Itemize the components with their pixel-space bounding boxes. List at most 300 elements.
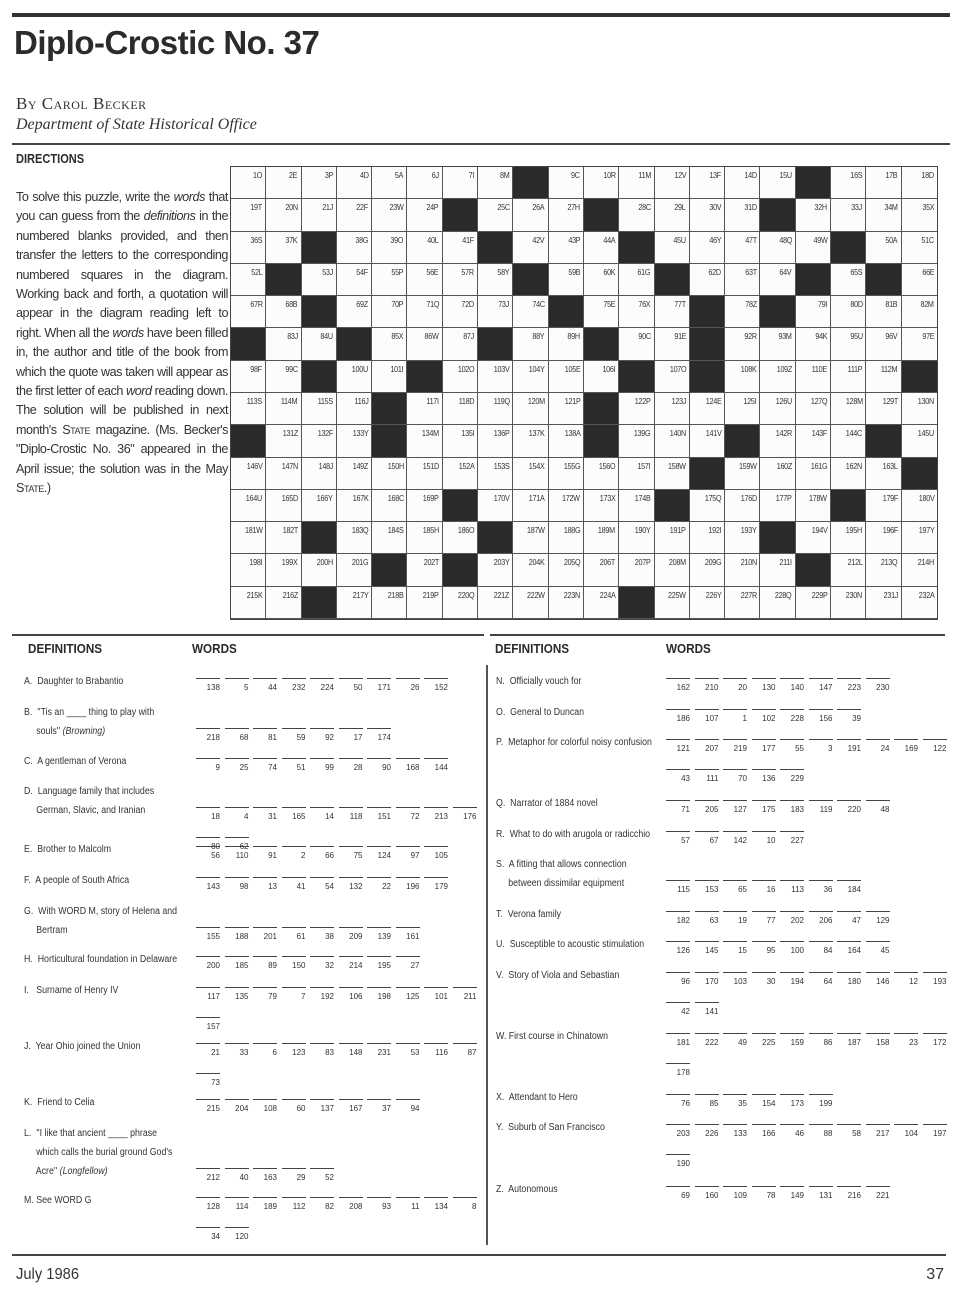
word-blank-83[interactable]: 83 bbox=[310, 1043, 334, 1062]
grid-cell-229P[interactable] bbox=[796, 587, 831, 619]
grid-cell-115S[interactable] bbox=[302, 393, 337, 425]
grid-cell-82M[interactable] bbox=[902, 296, 937, 328]
word-blank-28[interactable]: 28 bbox=[339, 758, 363, 777]
word-blank-204[interactable]: 204 bbox=[225, 1099, 249, 1118]
grid-cell-43P[interactable] bbox=[549, 232, 584, 264]
grid-cell-213Q[interactable] bbox=[866, 554, 901, 586]
grid-cell-187W[interactable] bbox=[513, 522, 548, 554]
word-blank-18[interactable]: 18 bbox=[196, 807, 220, 826]
word-blank-201[interactable]: 201 bbox=[253, 927, 277, 946]
grid-cell-161G[interactable] bbox=[796, 458, 831, 490]
grid-cell-119Q[interactable] bbox=[478, 393, 513, 425]
word-blank-157[interactable]: 157 bbox=[196, 1017, 220, 1036]
word-blank-169[interactable]: 169 bbox=[894, 739, 918, 758]
word-blank-43[interactable]: 43 bbox=[666, 769, 690, 788]
grid-cell-164U[interactable] bbox=[231, 490, 266, 522]
word-blank-27[interactable]: 27 bbox=[396, 956, 420, 975]
word-blank-211[interactable]: 211 bbox=[453, 987, 477, 1006]
grid-cell-168C[interactable] bbox=[372, 490, 407, 522]
word-blank-108[interactable]: 108 bbox=[253, 1099, 277, 1118]
word-blank-230[interactable]: 230 bbox=[866, 678, 890, 697]
grid-cell-103V[interactable] bbox=[478, 361, 513, 393]
word-blank-206[interactable]: 206 bbox=[809, 911, 833, 930]
grid-cell-111P[interactable] bbox=[831, 361, 866, 393]
grid-cell-51C[interactable] bbox=[902, 232, 937, 264]
grid-cell-105E[interactable] bbox=[549, 361, 584, 393]
grid-cell-191P[interactable] bbox=[655, 522, 690, 554]
grid-cell-221Z[interactable] bbox=[478, 587, 513, 619]
grid-cell-27H[interactable] bbox=[549, 199, 584, 231]
grid-cell-110E[interactable] bbox=[796, 361, 831, 393]
grid-cell-145U[interactable] bbox=[902, 425, 937, 457]
grid-cell-200H[interactable] bbox=[302, 554, 337, 586]
word-blank-90[interactable]: 90 bbox=[367, 758, 391, 777]
grid-cell-142R[interactable] bbox=[760, 425, 795, 457]
grid-cell-179F[interactable] bbox=[866, 490, 901, 522]
grid-cell-199X[interactable] bbox=[266, 554, 301, 586]
grid-cell-163L[interactable] bbox=[866, 458, 901, 490]
grid-cell-207P[interactable] bbox=[619, 554, 654, 586]
grid-cell-224A[interactable] bbox=[584, 587, 619, 619]
word-blank-151[interactable]: 151 bbox=[367, 807, 391, 826]
grid-cell-108K[interactable] bbox=[725, 361, 760, 393]
grid-cell-31D[interactable] bbox=[725, 199, 760, 231]
grid-cell-184S[interactable] bbox=[372, 522, 407, 554]
word-blank-62[interactable]: 62 bbox=[225, 837, 249, 856]
word-blank-15[interactable]: 15 bbox=[723, 941, 747, 960]
word-blank-115[interactable]: 115 bbox=[666, 880, 690, 899]
grid-cell-29L[interactable] bbox=[655, 199, 690, 231]
grid-cell-6J[interactable] bbox=[407, 167, 442, 199]
word-blank-199[interactable]: 199 bbox=[809, 1094, 833, 1113]
word-blank-76[interactable]: 76 bbox=[666, 1094, 690, 1113]
grid-cell-54F[interactable] bbox=[337, 264, 372, 296]
grid-cell-30V[interactable] bbox=[690, 199, 725, 231]
word-blank-162[interactable]: 162 bbox=[666, 678, 690, 697]
word-blank-39[interactable]: 39 bbox=[837, 709, 861, 728]
grid-cell-79I[interactable] bbox=[796, 296, 831, 328]
word-blank-121[interactable]: 121 bbox=[666, 739, 690, 758]
grid-cell-197Y[interactable] bbox=[902, 522, 937, 554]
word-blank-114[interactable]: 114 bbox=[225, 1197, 249, 1216]
grid-cell-44A[interactable] bbox=[584, 232, 619, 264]
word-blank-34[interactable]: 34 bbox=[196, 1227, 220, 1246]
word-blank-154[interactable]: 154 bbox=[752, 1094, 776, 1113]
word-blank-195[interactable]: 195 bbox=[367, 956, 391, 975]
grid-cell-25C[interactable] bbox=[478, 199, 513, 231]
grid-cell-48Q[interactable] bbox=[760, 232, 795, 264]
word-blank-17[interactable]: 17 bbox=[339, 728, 363, 747]
word-blank-213[interactable]: 213 bbox=[424, 807, 448, 826]
word-blank-98[interactable]: 98 bbox=[225, 877, 249, 896]
grid-cell-155G[interactable] bbox=[549, 458, 584, 490]
grid-cell-96V[interactable] bbox=[866, 328, 901, 360]
word-blank-153[interactable]: 153 bbox=[695, 880, 719, 899]
word-blank-40[interactable]: 40 bbox=[225, 1168, 249, 1187]
grid-cell-90C[interactable] bbox=[619, 328, 654, 360]
grid-cell-193Y[interactable] bbox=[725, 522, 760, 554]
word-blank-180[interactable]: 180 bbox=[837, 972, 861, 991]
word-blank-19[interactable]: 19 bbox=[723, 911, 747, 930]
word-blank-54[interactable]: 54 bbox=[310, 877, 334, 896]
grid-cell-81B[interactable] bbox=[866, 296, 901, 328]
word-blank-198[interactable]: 198 bbox=[367, 987, 391, 1006]
grid-cell-148J[interactable] bbox=[302, 458, 337, 490]
word-blank-104[interactable]: 104 bbox=[894, 1124, 918, 1143]
grid-cell-178W[interactable] bbox=[796, 490, 831, 522]
word-blank-8[interactable]: 8 bbox=[453, 1197, 477, 1216]
word-blank-117[interactable]: 117 bbox=[196, 987, 220, 1006]
word-blank-219[interactable]: 219 bbox=[723, 739, 747, 758]
word-blank-24[interactable]: 24 bbox=[866, 739, 890, 758]
word-blank-226[interactable]: 226 bbox=[695, 1124, 719, 1143]
grid-cell-34M[interactable] bbox=[866, 199, 901, 231]
grid-cell-58Y[interactable] bbox=[478, 264, 513, 296]
word-blank-178[interactable]: 178 bbox=[666, 1063, 690, 1082]
word-blank-100[interactable]: 100 bbox=[780, 941, 804, 960]
word-blank-64[interactable]: 64 bbox=[809, 972, 833, 991]
word-blank-41[interactable]: 41 bbox=[282, 877, 306, 896]
word-blank-136[interactable]: 136 bbox=[752, 769, 776, 788]
word-blank-35[interactable]: 35 bbox=[723, 1094, 747, 1113]
word-blank-31[interactable]: 31 bbox=[253, 807, 277, 826]
word-blank-225[interactable]: 225 bbox=[752, 1033, 776, 1052]
word-blank-139[interactable]: 139 bbox=[367, 927, 391, 946]
word-blank-55[interactable]: 55 bbox=[780, 739, 804, 758]
word-blank-135[interactable]: 135 bbox=[225, 987, 249, 1006]
grid-cell-156O[interactable] bbox=[584, 458, 619, 490]
word-blank-57[interactable]: 57 bbox=[666, 831, 690, 850]
word-blank-164[interactable]: 164 bbox=[837, 941, 861, 960]
grid-cell-52L[interactable] bbox=[231, 264, 266, 296]
word-blank-63[interactable]: 63 bbox=[695, 911, 719, 930]
grid-cell-177P[interactable] bbox=[760, 490, 795, 522]
word-blank-205[interactable]: 205 bbox=[695, 800, 719, 819]
word-blank-176[interactable]: 176 bbox=[453, 807, 477, 826]
grid-cell-162N[interactable] bbox=[831, 458, 866, 490]
grid-cell-49W[interactable] bbox=[796, 232, 831, 264]
word-blank-97[interactable]: 97 bbox=[396, 846, 420, 865]
word-blank-79[interactable]: 79 bbox=[253, 987, 277, 1006]
grid-cell-87J[interactable] bbox=[443, 328, 478, 360]
word-blank-6[interactable]: 6 bbox=[253, 1043, 277, 1062]
grid-cell-122P[interactable] bbox=[619, 393, 654, 425]
grid-cell-83J[interactable] bbox=[266, 328, 301, 360]
grid-cell-201G[interactable] bbox=[337, 554, 372, 586]
word-blank-179[interactable]: 179 bbox=[424, 877, 448, 896]
grid-cell-210N[interactable] bbox=[725, 554, 760, 586]
word-blank-23[interactable]: 23 bbox=[894, 1033, 918, 1052]
word-blank-80[interactable]: 80 bbox=[196, 837, 220, 856]
word-blank-45[interactable]: 45 bbox=[866, 941, 890, 960]
grid-cell-40L[interactable] bbox=[407, 232, 442, 264]
grid-cell-153S[interactable] bbox=[478, 458, 513, 490]
word-blank-103[interactable]: 103 bbox=[723, 972, 747, 991]
word-blank-232[interactable]: 232 bbox=[282, 678, 306, 697]
word-blank-220[interactable]: 220 bbox=[837, 800, 861, 819]
grid-cell-231J[interactable] bbox=[866, 587, 901, 619]
grid-cell-56E[interactable] bbox=[407, 264, 442, 296]
word-blank-166[interactable]: 166 bbox=[752, 1124, 776, 1143]
word-blank-168[interactable]: 168 bbox=[396, 758, 420, 777]
word-blank-214[interactable]: 214 bbox=[339, 956, 363, 975]
word-blank-11[interactable]: 11 bbox=[396, 1197, 420, 1216]
word-blank-210[interactable]: 210 bbox=[695, 678, 719, 697]
grid-cell-17B[interactable] bbox=[866, 167, 901, 199]
grid-cell-106I[interactable] bbox=[584, 361, 619, 393]
grid-cell-113S[interactable] bbox=[231, 393, 266, 425]
grid-cell-45U[interactable] bbox=[655, 232, 690, 264]
grid-cell-92R[interactable] bbox=[725, 328, 760, 360]
word-blank-142[interactable]: 142 bbox=[723, 831, 747, 850]
word-blank-46[interactable]: 46 bbox=[780, 1124, 804, 1143]
word-blank-173[interactable]: 173 bbox=[780, 1094, 804, 1113]
word-blank-77[interactable]: 77 bbox=[752, 911, 776, 930]
word-blank-116[interactable]: 116 bbox=[424, 1043, 448, 1062]
grid-cell-215K[interactable] bbox=[231, 587, 266, 619]
grid-cell-77T[interactable] bbox=[655, 296, 690, 328]
grid-cell-189M[interactable] bbox=[584, 522, 619, 554]
word-blank-56[interactable]: 56 bbox=[196, 846, 220, 865]
grid-cell-198I[interactable] bbox=[231, 554, 266, 586]
grid-cell-167K[interactable] bbox=[337, 490, 372, 522]
grid-cell-228Q[interactable] bbox=[760, 587, 795, 619]
word-blank-217[interactable]: 217 bbox=[866, 1124, 890, 1143]
grid-cell-133Y[interactable] bbox=[337, 425, 372, 457]
word-blank-42[interactable]: 42 bbox=[666, 1002, 690, 1021]
grid-cell-227R[interactable] bbox=[725, 587, 760, 619]
grid-cell-158W[interactable] bbox=[655, 458, 690, 490]
word-blank-227[interactable]: 227 bbox=[780, 831, 804, 850]
grid-cell-182T[interactable] bbox=[266, 522, 301, 554]
word-blank-143[interactable]: 143 bbox=[196, 877, 220, 896]
word-blank-105[interactable]: 105 bbox=[424, 846, 448, 865]
word-blank-185[interactable]: 185 bbox=[225, 956, 249, 975]
grid-cell-190Y[interactable] bbox=[619, 522, 654, 554]
word-blank-75[interactable]: 75 bbox=[339, 846, 363, 865]
word-blank-172[interactable]: 172 bbox=[923, 1033, 947, 1052]
grid-cell-33J[interactable] bbox=[831, 199, 866, 231]
grid-cell-35X[interactable] bbox=[902, 199, 937, 231]
word-blank-148[interactable]: 148 bbox=[339, 1043, 363, 1062]
word-blank-22[interactable]: 22 bbox=[367, 877, 391, 896]
word-blank-66[interactable]: 66 bbox=[310, 846, 334, 865]
word-blank-85[interactable]: 85 bbox=[695, 1094, 719, 1113]
word-blank-33[interactable]: 33 bbox=[225, 1043, 249, 1062]
grid-cell-89H[interactable] bbox=[549, 328, 584, 360]
word-blank-10[interactable]: 10 bbox=[752, 831, 776, 850]
word-blank-160[interactable]: 160 bbox=[695, 1186, 719, 1205]
grid-cell-93M[interactable] bbox=[760, 328, 795, 360]
word-blank-70[interactable]: 70 bbox=[723, 769, 747, 788]
grid-cell-208M[interactable] bbox=[655, 554, 690, 586]
grid-cell-8M[interactable] bbox=[478, 167, 513, 199]
grid-cell-69Z[interactable] bbox=[337, 296, 372, 328]
word-blank-133[interactable]: 133 bbox=[723, 1124, 747, 1143]
word-blank-181[interactable]: 181 bbox=[666, 1033, 690, 1052]
grid-cell-131Z[interactable] bbox=[266, 425, 301, 457]
word-blank-89[interactable]: 89 bbox=[253, 956, 277, 975]
grid-cell-196F[interactable] bbox=[866, 522, 901, 554]
word-blank-209[interactable]: 209 bbox=[339, 927, 363, 946]
grid-cell-14D[interactable] bbox=[725, 167, 760, 199]
grid-cell-222W[interactable] bbox=[513, 587, 548, 619]
grid-cell-183Q[interactable] bbox=[337, 522, 372, 554]
grid-cell-173X[interactable] bbox=[584, 490, 619, 522]
word-blank-4[interactable]: 4 bbox=[225, 807, 249, 826]
grid-cell-220Q[interactable] bbox=[443, 587, 478, 619]
grid-cell-185H[interactable] bbox=[407, 522, 442, 554]
grid-cell-188G[interactable] bbox=[549, 522, 584, 554]
grid-cell-9C[interactable] bbox=[549, 167, 584, 199]
grid-cell-76X[interactable] bbox=[619, 296, 654, 328]
word-blank-32[interactable]: 32 bbox=[310, 956, 334, 975]
word-blank-67[interactable]: 67 bbox=[695, 831, 719, 850]
grid-cell-61G[interactable] bbox=[619, 264, 654, 296]
grid-cell-214H[interactable] bbox=[902, 554, 937, 586]
grid-cell-84U[interactable] bbox=[302, 328, 337, 360]
word-blank-120[interactable]: 120 bbox=[225, 1227, 249, 1246]
word-blank-29[interactable]: 29 bbox=[282, 1168, 306, 1187]
grid-cell-232A[interactable] bbox=[902, 587, 937, 619]
word-blank-138[interactable]: 138 bbox=[196, 678, 220, 697]
grid-cell-136P[interactable] bbox=[478, 425, 513, 457]
grid-cell-26A[interactable] bbox=[513, 199, 548, 231]
word-blank-84[interactable]: 84 bbox=[809, 941, 833, 960]
word-blank-207[interactable]: 207 bbox=[695, 739, 719, 758]
word-blank-93[interactable]: 93 bbox=[367, 1197, 391, 1216]
grid-cell-28C[interactable] bbox=[619, 199, 654, 231]
word-blank-128[interactable]: 128 bbox=[196, 1197, 220, 1216]
word-blank-107[interactable]: 107 bbox=[695, 709, 719, 728]
grid-cell-194V[interactable] bbox=[796, 522, 831, 554]
grid-cell-139G[interactable] bbox=[619, 425, 654, 457]
grid-cell-112M[interactable] bbox=[866, 361, 901, 393]
grid-cell-50A[interactable] bbox=[866, 232, 901, 264]
grid-cell-20N[interactable] bbox=[266, 199, 301, 231]
word-blank-190[interactable]: 190 bbox=[666, 1154, 690, 1173]
grid-cell-150H[interactable] bbox=[372, 458, 407, 490]
grid-cell-206T[interactable] bbox=[584, 554, 619, 586]
word-blank-48[interactable]: 48 bbox=[866, 800, 890, 819]
grid-cell-3P[interactable] bbox=[302, 167, 337, 199]
grid-cell-144C[interactable] bbox=[831, 425, 866, 457]
grid-cell-94K[interactable] bbox=[796, 328, 831, 360]
word-blank-223[interactable]: 223 bbox=[837, 678, 861, 697]
word-blank-197[interactable]: 197 bbox=[923, 1124, 947, 1143]
grid-cell-204K[interactable] bbox=[513, 554, 548, 586]
word-blank-146[interactable]: 146 bbox=[866, 972, 890, 991]
word-blank-231[interactable]: 231 bbox=[367, 1043, 391, 1062]
word-blank-137[interactable]: 137 bbox=[310, 1099, 334, 1118]
word-blank-13[interactable]: 13 bbox=[253, 877, 277, 896]
grid-cell-128M[interactable] bbox=[831, 393, 866, 425]
word-blank-51[interactable]: 51 bbox=[282, 758, 306, 777]
grid-cell-181W[interactable] bbox=[231, 522, 266, 554]
word-blank-174[interactable]: 174 bbox=[367, 728, 391, 747]
grid-cell-71Q[interactable] bbox=[407, 296, 442, 328]
grid-cell-47T[interactable] bbox=[725, 232, 760, 264]
grid-cell-95U[interactable] bbox=[831, 328, 866, 360]
grid-cell-120M[interactable] bbox=[513, 393, 548, 425]
word-blank-119[interactable]: 119 bbox=[809, 800, 833, 819]
word-blank-194[interactable]: 194 bbox=[780, 972, 804, 991]
grid-cell-157I[interactable] bbox=[619, 458, 654, 490]
grid-cell-72D[interactable] bbox=[443, 296, 478, 328]
grid-cell-125I[interactable] bbox=[725, 393, 760, 425]
word-blank-47[interactable]: 47 bbox=[837, 911, 861, 930]
word-blank-228[interactable]: 228 bbox=[780, 709, 804, 728]
word-blank-123[interactable]: 123 bbox=[282, 1043, 306, 1062]
grid-cell-101I[interactable] bbox=[372, 361, 407, 393]
grid-cell-209G[interactable] bbox=[690, 554, 725, 586]
word-blank-203[interactable]: 203 bbox=[666, 1124, 690, 1143]
grid-cell-192I[interactable] bbox=[690, 522, 725, 554]
grid-cell-41F[interactable] bbox=[443, 232, 478, 264]
word-blank-183[interactable]: 183 bbox=[780, 800, 804, 819]
grid-cell-211I[interactable] bbox=[760, 554, 795, 586]
word-blank-144[interactable]: 144 bbox=[424, 758, 448, 777]
grid-cell-124E[interactable] bbox=[690, 393, 725, 425]
grid-cell-11M[interactable] bbox=[619, 167, 654, 199]
word-blank-124[interactable]: 124 bbox=[367, 846, 391, 865]
grid-cell-59B[interactable] bbox=[549, 264, 584, 296]
grid-cell-114M[interactable] bbox=[266, 393, 301, 425]
word-blank-113[interactable]: 113 bbox=[780, 880, 804, 899]
grid-cell-151D[interactable] bbox=[407, 458, 442, 490]
word-blank-87[interactable]: 87 bbox=[453, 1043, 477, 1062]
grid-cell-176D[interactable] bbox=[725, 490, 760, 522]
grid-cell-186O[interactable] bbox=[443, 522, 478, 554]
word-blank-1[interactable]: 1 bbox=[723, 709, 747, 728]
grid-cell-180V[interactable] bbox=[902, 490, 937, 522]
grid-cell-7I[interactable] bbox=[443, 167, 478, 199]
grid-cell-42V[interactable] bbox=[513, 232, 548, 264]
grid-cell-98F[interactable] bbox=[231, 361, 266, 393]
word-blank-208[interactable]: 208 bbox=[339, 1197, 363, 1216]
grid-cell-5A[interactable] bbox=[372, 167, 407, 199]
word-blank-149[interactable]: 149 bbox=[780, 1186, 804, 1205]
word-blank-175[interactable]: 175 bbox=[752, 800, 776, 819]
grid-cell-134M[interactable] bbox=[407, 425, 442, 457]
word-blank-112[interactable]: 112 bbox=[282, 1197, 306, 1216]
word-blank-111[interactable]: 111 bbox=[695, 769, 719, 788]
grid-cell-219P[interactable] bbox=[407, 587, 442, 619]
grid-cell-212L[interactable] bbox=[831, 554, 866, 586]
word-blank-38[interactable]: 38 bbox=[310, 927, 334, 946]
word-blank-14[interactable]: 14 bbox=[310, 807, 334, 826]
word-blank-61[interactable]: 61 bbox=[282, 927, 306, 946]
word-blank-36[interactable]: 36 bbox=[809, 880, 833, 899]
word-blank-184[interactable]: 184 bbox=[837, 880, 861, 899]
word-blank-216[interactable]: 216 bbox=[837, 1186, 861, 1205]
word-blank-145[interactable]: 145 bbox=[695, 941, 719, 960]
grid-cell-78Z[interactable] bbox=[725, 296, 760, 328]
grid-cell-2E[interactable] bbox=[266, 167, 301, 199]
grid-cell-159W[interactable] bbox=[725, 458, 760, 490]
word-blank-3[interactable]: 3 bbox=[809, 739, 833, 758]
grid-cell-24P[interactable] bbox=[407, 199, 442, 231]
grid-cell-160Z[interactable] bbox=[760, 458, 795, 490]
grid-cell-109Z[interactable] bbox=[760, 361, 795, 393]
grid-cell-64V[interactable] bbox=[760, 264, 795, 296]
word-blank-131[interactable]: 131 bbox=[809, 1186, 833, 1205]
grid-cell-70P[interactable] bbox=[372, 296, 407, 328]
word-blank-53[interactable]: 53 bbox=[396, 1043, 420, 1062]
word-blank-73[interactable]: 73 bbox=[196, 1073, 220, 1092]
word-blank-72[interactable]: 72 bbox=[396, 807, 420, 826]
grid-cell-62D[interactable] bbox=[690, 264, 725, 296]
